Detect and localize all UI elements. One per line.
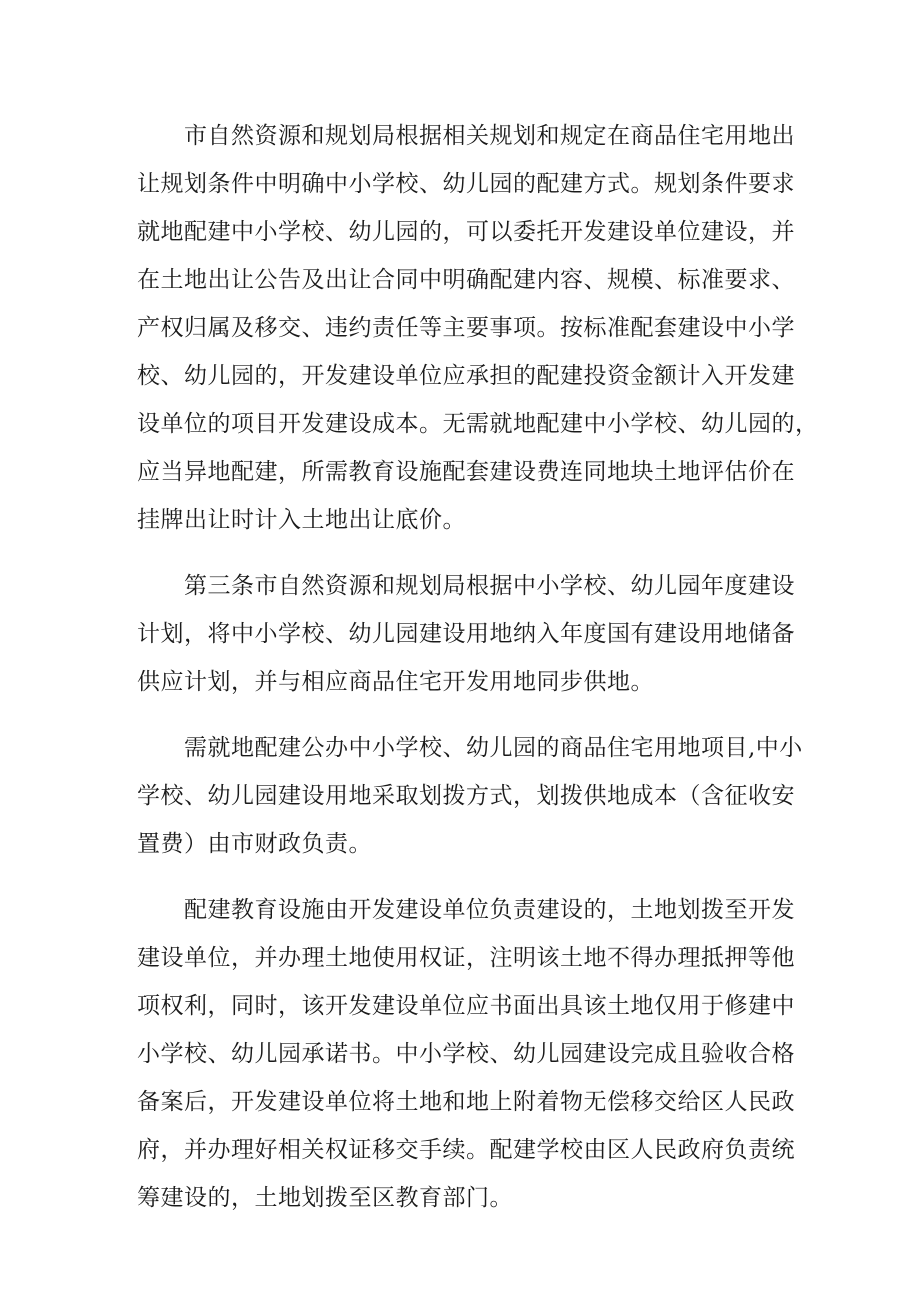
- paragraph-line: 配建教育设施由开发建设单位负责建设的，土地划拨至开发: [184, 897, 795, 923]
- paragraph-3: [137, 724, 805, 868]
- paragraph-line: 校、幼儿园的，开发建设单位应承担的配建投资金额计入开发建: [137, 363, 795, 389]
- paragraph-line: 让规划条件中明确中小学校、幼儿园的配建方式。规划条件要求: [137, 171, 795, 197]
- paragraph-line: 应当异地配建，所需教育设施配套建设费连同地块土地评估价在: [137, 459, 795, 485]
- paragraph-line: 备案后，开发建设单位将土地和地上附着物无偿移交给区人民政: [137, 1089, 795, 1115]
- paragraph-line: 筹建设的，土地划拨至区教育部门。: [137, 1185, 513, 1211]
- paragraph-line: 置费）由市财政负责。: [137, 831, 372, 857]
- document-body: [137, 112, 819, 1240]
- paragraph-line: 项权利，同时，该开发建设单位应书面出具该土地仅用于修建中: [137, 993, 795, 1019]
- paragraph-line: 产权归属及移交、违约责任等主要事项。按标准配套建设中小学: [137, 315, 795, 341]
- paragraph-line: 第三条市自然资源和规划局根据中小学校、幼儿园年度建设: [184, 573, 795, 599]
- paragraph-line: 在土地出让公告及出让合同中明确配建内容、规模、标准要求、: [137, 267, 795, 293]
- paragraph-line: 需就地配建公办中小学校、幼儿园的商品住宅用地项目,中小: [184, 735, 803, 761]
- paragraph-line: 就地配建中小学校、幼儿园的，可以委托开发建设单位建设，并: [137, 219, 795, 245]
- paragraph-line: 小学校、幼儿园承诺书。中小学校、幼儿园建设完成且验收合格: [137, 1041, 795, 1067]
- paragraph-line: 学校、幼儿园建设用地采取划拨方式，划拨供地成本（含征收安: [137, 783, 795, 809]
- paragraph-line: 市自然资源和规划局根据相关规划和规定在商品住宅用地出: [184, 123, 795, 149]
- paragraph-line: 计划，将中小学校、幼儿园建设用地纳入年度国有建设用地储备: [137, 621, 795, 647]
- paragraph-2: [137, 562, 805, 706]
- paragraph-line: 供应计划，并与相应商品住宅开发用地同步供地。: [137, 669, 654, 695]
- paragraph-line: 府，并办理好相关权证移交手续。配建学校由区人民政府负责统: [137, 1137, 795, 1163]
- paragraph-line: 建设单位，并办理土地使用权证，注明该土地不得办理抵押等他: [137, 945, 795, 971]
- paragraph-1: [137, 112, 819, 544]
- paragraph-4: [137, 886, 805, 1222]
- paragraph-line: 挂牌出让时计入土地出让底价。: [137, 507, 466, 533]
- paragraph-line: 设单位的项目开发建设成本。无需就地配建中小学校、幼儿园的，: [137, 411, 819, 437]
